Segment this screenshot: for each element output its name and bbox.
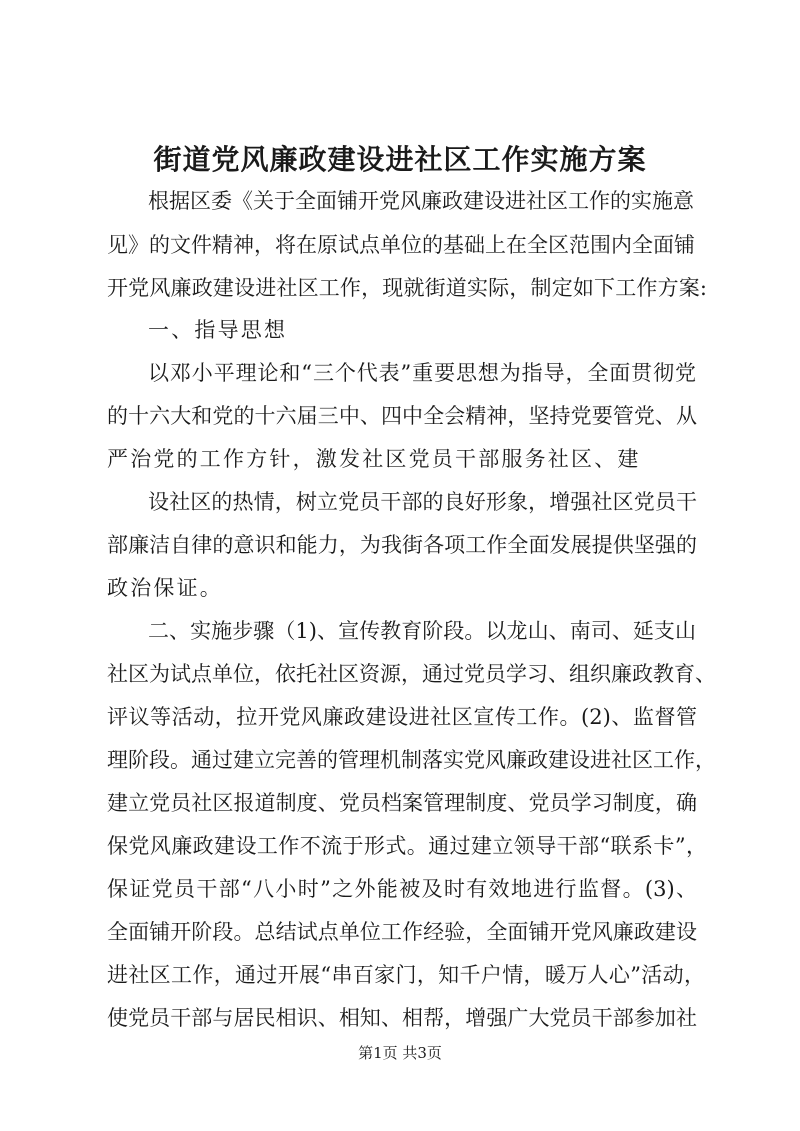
paragraph-line-6: 的十六大和党的十六届三中、四中全会精神，坚持党要管党、从 (107, 404, 697, 428)
paragraph-line-1: 根据区委《关于全面铺开党风廉政建设进社区工作的实施意 (148, 189, 694, 213)
page-number: 第1页 共3页 (358, 1044, 442, 1062)
paragraph-line-7: 严治党的工作方针，激发社区党员干部服务社区、建 (107, 447, 641, 471)
paragraph-line-9: 部廉洁自律的意识和能力，为我街各项工作全面发展提供坚强的 (107, 533, 697, 557)
paragraph-line-10: 政治保证。 (107, 576, 223, 600)
paragraph-line-8: 设社区的热情，树立党员干部的良好形象，增强社区党员干 (148, 490, 697, 514)
paragraph-line-2: 见》的文件精神，将在原试点单位的基础上在全区范围内全面铺 (107, 233, 695, 257)
paragraph-line-14: 理阶段。通过建立完善的管理机制落实党风廉政建设进社区工作， (107, 748, 716, 772)
paragraph-line-12: 社区为试点单位，依托社区资源，通过党员学习、组织廉政教育、 (107, 662, 716, 686)
paragraph-line-11: 二、实施步骤（1)、宣传教育阶段。以龙山、南司、延支山 (148, 619, 696, 643)
paragraph-line-5: 以邓小平理论和“三个代表”重要思想为指导，全面贯彻党 (148, 361, 696, 385)
paragraph-line-16: 保党风廉政建设工作不流于形式。通过建立领导干部“联系卡”， (107, 834, 707, 858)
paragraph-line-20: 使党员干部与居民相识、相知、相帮，增强广大党员干部参加社 (107, 1006, 697, 1030)
paragraph-line-18: 全面铺开阶段。总结试点单位工作经验，全面铺开党风廉政建设 (107, 920, 697, 944)
section-heading-1: 一、指导思想 (148, 318, 288, 342)
paragraph-line-13: 评议等活动，拉开党风廉政建设进社区宣传工作。(2)、监督管 (107, 705, 697, 729)
document-title: 街道党风廉政建设进社区工作实施方案 (153, 143, 647, 176)
paragraph-line-19: 进社区工作，通过开展“串百家门，知千户情，暖万人心”活动， (107, 963, 705, 987)
paragraph-line-15: 建立党员社区报道制度、党员档案管理制度、党员学习制度，确 (107, 791, 697, 815)
paragraph-line-3: 开党风廉政建设进社区工作，现就街道实际，制定如下工作方案: (107, 276, 707, 300)
paragraph-line-17: 保证党员干部“八小时”之外能被及时有效地进行监督。(3)、 (107, 877, 697, 901)
